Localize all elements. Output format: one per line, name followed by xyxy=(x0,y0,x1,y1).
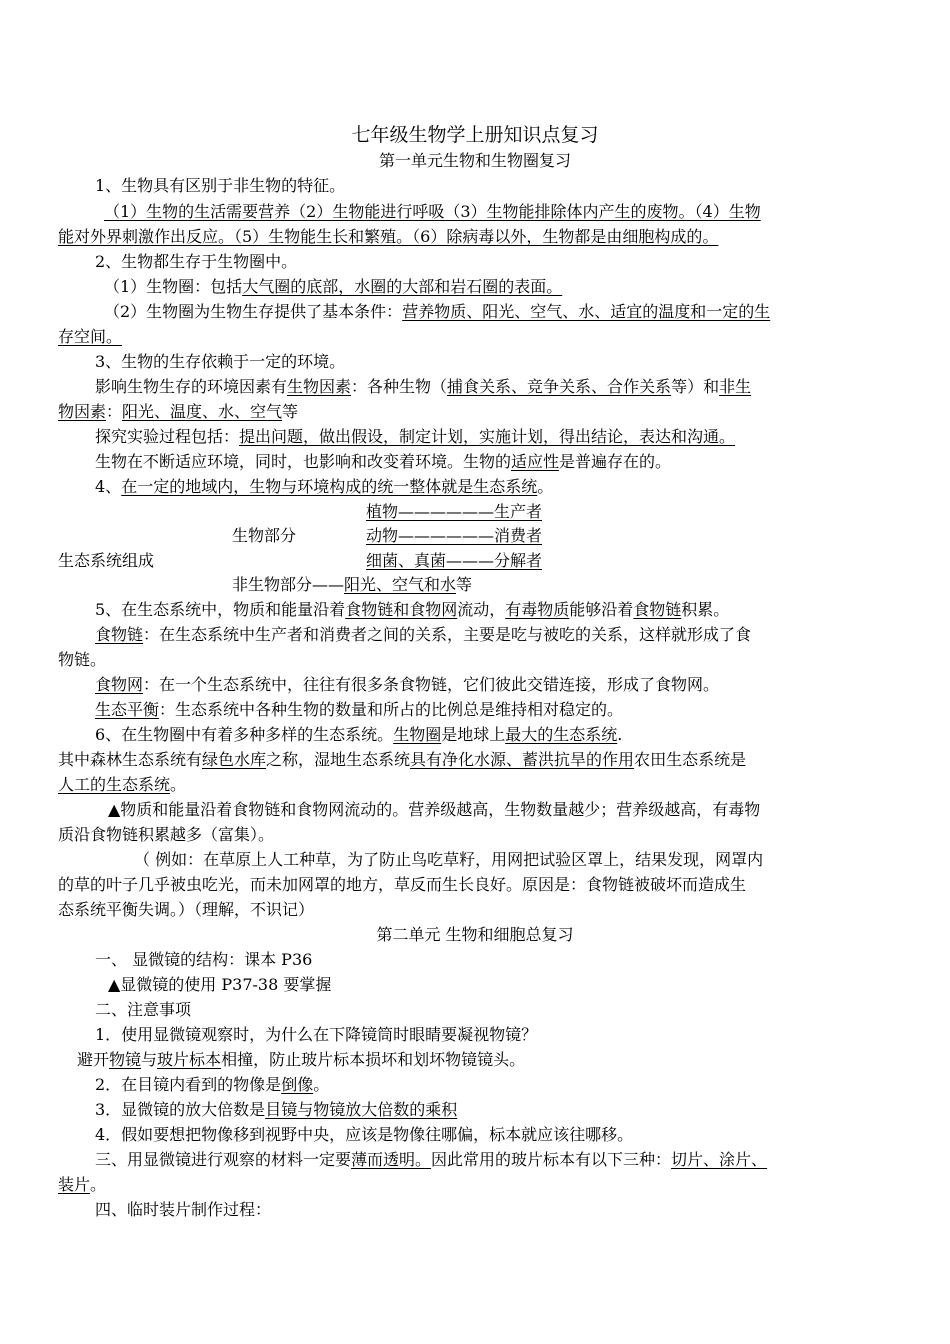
etc: 等 xyxy=(282,402,299,421)
question-4: 4．假如要想把物像移到视野中央，应该是物像往哪偏，标本就应该往哪移。 xyxy=(95,1125,634,1144)
answer-1 xyxy=(77,1049,525,1071)
ecosystem-nonbio xyxy=(232,574,472,596)
s2-heading: 2、生物都生存于生物圈中。 xyxy=(95,252,298,271)
s2-point2-cont: 存空间。 xyxy=(58,327,123,346)
s1-line1: （1）生物的生活需要营养（2）生物能进行呼吸（3）生物能排除体内产生的废物。（4）生物 xyxy=(104,202,761,221)
biosphere-term: 生物圈 xyxy=(393,725,442,744)
s4-heading xyxy=(95,476,553,498)
s6-text3: 其中森林生态系统有 xyxy=(58,750,203,769)
s1-line2: 能对外界刺激作出反应。（5）生物能生长和繁殖。（6）除病毒以外，生物都是由细胞构成的。 xyxy=(58,227,719,246)
s2-point2-label: （2）生物圈为生物生存提供了基本条件： xyxy=(104,302,403,321)
section-3-cont xyxy=(58,1174,106,1196)
s3-factors xyxy=(95,376,751,398)
food-chain-web: 食物链和食物网 xyxy=(345,600,458,619)
example-line-3: 态系统平衡失调。）（理解，不识记） xyxy=(58,900,315,919)
s3-factors-text2: ：各种生物（ xyxy=(351,377,448,396)
section-3 xyxy=(95,1149,767,1171)
s3-heading: 3、生物的生存依赖于一定的环境。 xyxy=(95,352,346,371)
s5-text1: 5、在生态系统中，物质和能量沿着 xyxy=(95,600,346,619)
microscope-structure: 一、 显微镜的结构：课本 P36 xyxy=(95,950,313,969)
ecosystem-definition: 在一定的地域内，生物与环境构成的统一整体就是生态系统 xyxy=(121,477,538,496)
s3-adaptation xyxy=(95,451,671,473)
s6-text2: 是地球上 xyxy=(441,725,506,744)
adaptation-term: 适应性 xyxy=(511,452,560,471)
s5-text2: 流动， xyxy=(457,600,506,619)
food-chain-def-text: ：在生态系统中生产者和消费者之间的关系，主要是吃与被吃的关系，这样就形成了食 xyxy=(143,625,752,644)
ecosystem-animal: 动物——————消费者 xyxy=(366,526,543,545)
question-2 xyxy=(95,1074,329,1096)
section-3-text1: 三、用显微镜进行观察的材料一定要 xyxy=(95,1150,352,1169)
microscope-usage: ▲显微镜的使用 P37-38 要掌握 xyxy=(108,975,332,994)
ecosystem-bio-part: 生物部分 xyxy=(232,526,297,545)
colon: ： xyxy=(106,402,123,421)
abiotic-factor-term: 非生 xyxy=(719,377,752,396)
s3-factors-cont xyxy=(58,401,298,423)
food-chain-def xyxy=(95,624,751,646)
s3-experiment xyxy=(95,426,735,448)
question-3 xyxy=(95,1099,457,1121)
s3-factors-text3: 等）和 xyxy=(671,377,720,396)
s6-text1: 6、在生物圈中有着多种多样的生态系统。 xyxy=(95,725,394,744)
abiotic-list: 阳光、温度、水、空气 xyxy=(122,402,283,421)
s6-farmland xyxy=(58,774,186,796)
s2-point1-label: （1）生物圈：包括 xyxy=(104,277,243,296)
s2-point2 xyxy=(104,301,770,323)
ecosystem-plant: 植物——————生产者 xyxy=(366,502,543,521)
food-chain-term: 食物链 xyxy=(95,625,144,644)
slide-specimen: 玻片标本 xyxy=(157,1050,222,1069)
example-line-1: （ 例如：在草原上人工种草，为了防止鸟吃草籽，用网把试验区罩上，结果发现，网罩内 xyxy=(134,850,764,869)
s2-point1 xyxy=(104,276,562,298)
s2-point1-def: 大气圈的底部，水圈的大部和岩石圈的表面。 xyxy=(242,277,563,296)
question-2-period: 。 xyxy=(313,1075,330,1094)
question-3-text: 3．显微镜的放大倍数是 xyxy=(95,1100,266,1119)
nonbio-label: 非生物部分—— xyxy=(232,575,345,594)
s1-heading: 1、生物具有区别于非生物的特征。 xyxy=(95,176,346,195)
s6-ecosystems xyxy=(58,749,746,771)
eco-balance-def xyxy=(95,699,623,721)
food-chain-def-cont: 物链。 xyxy=(58,650,107,669)
toxic-substance: 有毒物质 xyxy=(505,600,570,619)
period: 。 xyxy=(537,477,554,496)
thin-transparent: 薄而透明。 xyxy=(351,1150,432,1169)
s5-heading xyxy=(95,599,729,621)
magnification-product: 目镜与物镜放大倍数的乘积 xyxy=(265,1100,458,1119)
eco-balance-def-text: ：生态系统中各种生物的数量和所占的比例总是维持相对稳定的。 xyxy=(159,700,624,719)
page-title: 七年级生物学上册知识点复习 xyxy=(351,124,599,146)
s6-dot: . xyxy=(617,725,623,744)
adaptation-text2: 是普遍存在的。 xyxy=(559,452,672,471)
artificial-ecosystem: 人工的生态系统 xyxy=(58,775,171,794)
precautions-heading: 二、注意事项 xyxy=(95,1000,192,1019)
food-chain: 食物链 xyxy=(633,600,682,619)
answer-1-text3: 相撞，防止玻片标本损坏和划坏物镜镜头。 xyxy=(221,1050,526,1069)
s5-text3: 能够沿着 xyxy=(569,600,634,619)
mount-slide: 装片 xyxy=(58,1175,91,1194)
biotic-factor-term: 生物因素 xyxy=(287,377,352,396)
eco-balance-term: 生态平衡 xyxy=(95,700,160,719)
section-3-text2: 因此常用的玻片标本有以下三种： xyxy=(431,1150,672,1169)
objective-lens: 物镜 xyxy=(109,1050,142,1069)
ecosystem-microbe: 细菌、真菌———分解者 xyxy=(366,551,543,570)
nonbio-etc: 等 xyxy=(456,575,473,594)
food-web-def-text: ：在一个生态系统中，往往有很多条食物链，它们彼此交错连接，形成了食物网。 xyxy=(143,675,720,694)
s4-number: 4、 xyxy=(95,477,122,496)
section-3-period: 。 xyxy=(90,1175,107,1194)
answer-1-text2: 与 xyxy=(141,1050,158,1069)
largest-ecosystem: 最大的生态系统 xyxy=(505,725,618,744)
experiment-label: 探究实验过程包括： xyxy=(95,427,240,446)
answer-1-text1: 避开 xyxy=(77,1050,110,1069)
slide-types: 切片、涂片、 xyxy=(671,1150,768,1169)
unit2-heading: 第二单元 生物和细胞总复习 xyxy=(376,925,574,944)
unit1-heading: 第一单元生物和生物圈复习 xyxy=(378,151,571,170)
biotic-relations: 捕食关系、竞争关系、合作关系 xyxy=(447,377,672,396)
inverted-image: 倒像 xyxy=(281,1075,314,1094)
adaptation-text: 生物在不断适应环境，同时，也影响和改变着环境。生物的 xyxy=(95,452,512,471)
triangle-note-2: 质沿食物链积累越多（富集）。 xyxy=(58,825,275,844)
abiotic-factor-term-cont: 物因素 xyxy=(58,402,107,421)
s6-heading xyxy=(95,724,622,746)
question-2-text: 2．在目镜内看到的物像是 xyxy=(95,1075,282,1094)
experiment-steps: 提出问题，做出假设，制定计划，实施计划，得出结论，表达和沟通。 xyxy=(239,427,736,446)
s5-text4: 积累。 xyxy=(681,600,730,619)
section-4: 四、临时装片制作过程： xyxy=(95,1200,272,1219)
question-1: 1．使用显微镜观察时，为什么在下降镜筒时眼睛要凝视物镜？ xyxy=(95,1025,538,1044)
s2-point2-def: 营养物质、阳光、空气、水、适宜的温度和一定的生 xyxy=(402,302,771,321)
food-web-def xyxy=(95,674,719,696)
example-line-2: 的草的叶子几乎被虫吃光，而未加网罩的地方，草反而生长良好。原因是：食物链被破坏而造成生 xyxy=(58,875,747,894)
green-reservoir: 绿色水库 xyxy=(202,750,267,769)
wetland-function: 具有净化水源、蓄洪抗旱的作用 xyxy=(410,750,635,769)
food-web-term: 食物网 xyxy=(95,675,144,694)
s6-text4: 之称，湿地生态系统 xyxy=(266,750,411,769)
ecosystem-root: 生态系统组成 xyxy=(58,551,155,570)
s6-period: 。 xyxy=(170,775,187,794)
nonbio-list: 阳光、空气和水 xyxy=(344,575,457,594)
s3-factors-text: 影响生物生存的环境因素有 xyxy=(95,377,288,396)
triangle-note-1: ▲物质和能量沿着食物链和食物网流动的。营养级越高，生物数量越少；营养级越高，有毒物 xyxy=(108,800,761,819)
s6-text5: 农田生态系统是 xyxy=(634,750,747,769)
